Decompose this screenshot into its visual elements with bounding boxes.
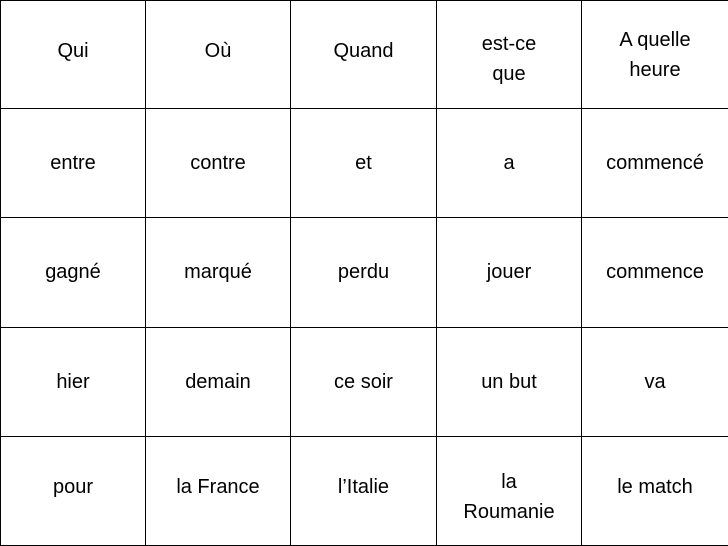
word-card xyxy=(146,436,291,545)
word-card xyxy=(582,109,728,218)
word-card xyxy=(1,436,146,545)
word-card xyxy=(291,1,437,109)
word-card xyxy=(437,436,582,545)
word-card xyxy=(437,218,582,327)
card-word: commence xyxy=(606,261,704,284)
word-card xyxy=(291,109,437,218)
table-row xyxy=(1,436,728,545)
table-row xyxy=(1,109,728,218)
word-card xyxy=(1,218,146,327)
word-card xyxy=(582,436,728,545)
word-card xyxy=(437,1,582,109)
card-word: marqué xyxy=(184,261,252,284)
card-word: contre xyxy=(190,152,246,175)
card-word: un but xyxy=(481,370,537,393)
word-card xyxy=(146,109,291,218)
card-word: A quelle heure xyxy=(619,28,691,81)
card-word: ce soir xyxy=(334,370,393,393)
word-card xyxy=(146,327,291,436)
word-card xyxy=(291,218,437,327)
word-card xyxy=(146,1,291,109)
table-row xyxy=(1,1,728,109)
card-word: le match xyxy=(617,475,693,498)
card-word: et xyxy=(355,152,372,175)
word-card xyxy=(1,109,146,218)
card-word: perdu xyxy=(337,261,390,284)
card-word: hier xyxy=(56,370,90,393)
word-card xyxy=(582,1,728,109)
table-row xyxy=(1,218,728,327)
word-card xyxy=(291,436,437,545)
card-word: Où xyxy=(204,39,232,62)
word-card xyxy=(437,109,582,218)
card-word: l’Italie xyxy=(337,475,390,498)
card-word: Quand xyxy=(333,39,394,62)
card-word: va xyxy=(644,370,666,393)
word-card xyxy=(437,327,582,436)
word-card xyxy=(146,218,291,327)
word-card xyxy=(291,327,437,436)
word-card xyxy=(582,218,728,327)
table-row xyxy=(1,327,728,436)
card-word: la France xyxy=(176,475,260,498)
card-word: demain xyxy=(185,370,251,393)
card-word: pour xyxy=(52,475,94,498)
card-word: Qui xyxy=(57,39,89,62)
card-word: commencé xyxy=(606,152,704,175)
word-card xyxy=(1,1,146,109)
card-word: gagné xyxy=(45,261,101,284)
card-word: est-ce que xyxy=(481,32,537,85)
card-word: la Roumanie xyxy=(463,470,555,523)
card-word: a xyxy=(503,152,515,175)
card-word: jouer xyxy=(486,261,532,284)
word-card xyxy=(1,327,146,436)
word-card xyxy=(582,327,728,436)
card-word: entre xyxy=(50,152,96,175)
